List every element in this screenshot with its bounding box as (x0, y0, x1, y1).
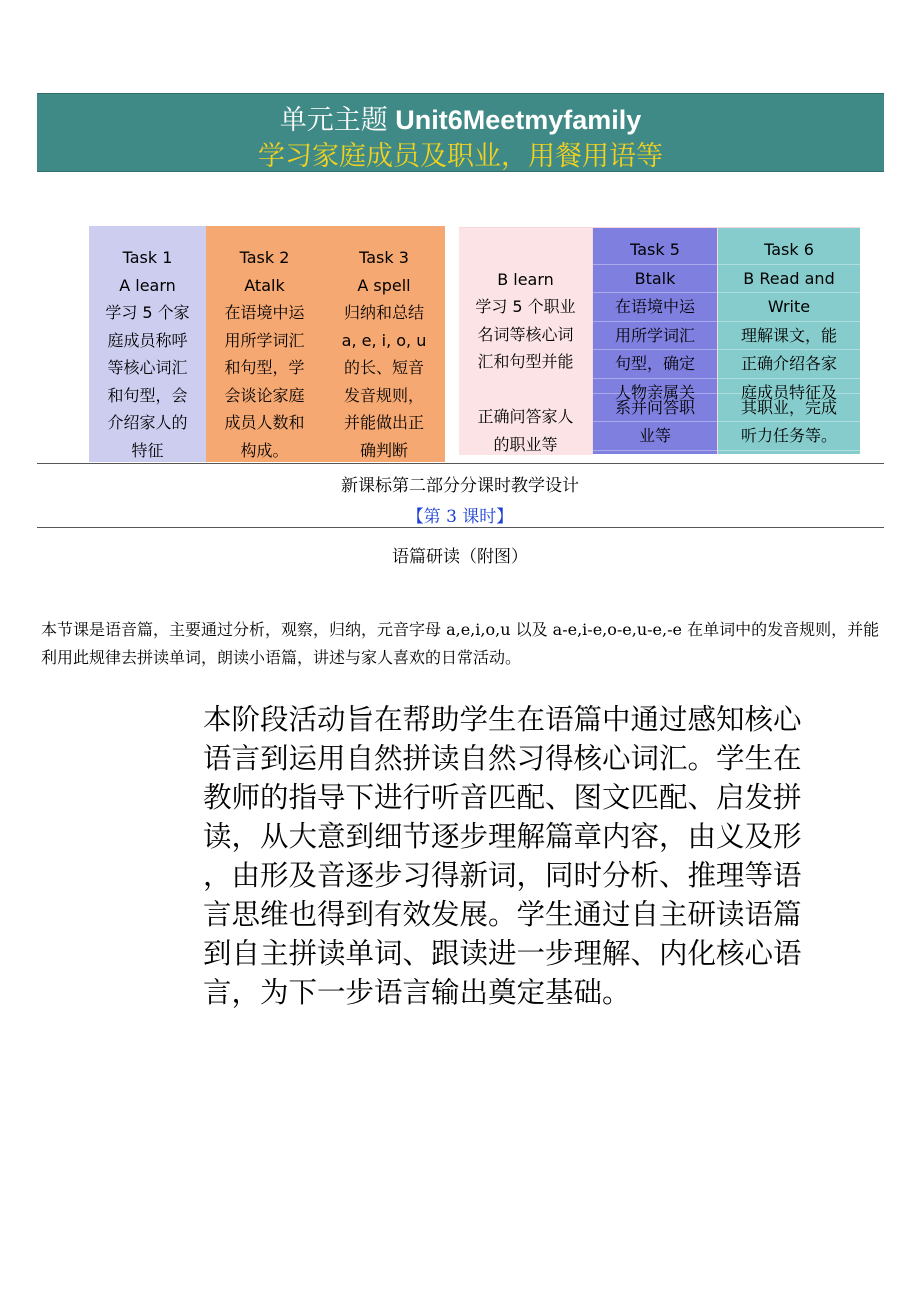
activity-line: 到自主拼读单词、跟读进一步理解、内化核心语 (203, 937, 802, 970)
task-line: Btalk (593, 265, 717, 294)
task-line: Task 6 (718, 236, 860, 265)
task-line: 其职业，完成 (718, 394, 860, 423)
task-line: 业等 (593, 422, 717, 451)
task-line: 确判断 (359, 440, 408, 460)
task-line: B learn (497, 269, 554, 289)
task-line: 归纳和总结 (343, 303, 424, 322)
task-line: 和句型，会 (107, 385, 188, 405)
task-line: Task 2 (239, 248, 290, 267)
section-title: 语篇研读（附图） (392, 547, 528, 567)
task-2-column (206, 226, 323, 462)
task-line: 系并问答职 (593, 394, 717, 423)
task-line: Task 1 (122, 248, 173, 267)
task-3-column (323, 226, 445, 462)
task-line: Task 3 (359, 248, 409, 267)
task-line: A spell (357, 275, 411, 295)
task-5-column (593, 228, 717, 454)
task-line: 特征 (131, 440, 164, 460)
task-1-column (89, 226, 206, 462)
task-line: 庭成员称呼 (107, 330, 188, 350)
activity-line: 教师的指导下进行听音匹配、图文匹配、启发拼 (203, 781, 802, 814)
task-line: 庭成员特征及 (718, 379, 860, 394)
unit-title (37, 98, 884, 137)
task-line: Atalk (244, 275, 285, 295)
unit-subtitle: 学习家庭成员及职业，用餐用语等 (258, 141, 663, 172)
intro-paragraph: 本节课是语音篇，主要通过分析，观察，归纳，元音字母 a,e,i,o,u 以及 a-e,i-e,o-e,u-e,-e 在单词中的发音规则，并能利用此规律去拼读单词，朗读小语篇，讲述与家人喜欢的日常活动。 (41, 620, 880, 667)
task-line: 理解课文，能 (718, 322, 860, 351)
task-line: 的长、短音 (343, 358, 424, 377)
task-line: 的职业等 (493, 434, 558, 454)
task-line (459, 376, 592, 404)
task-line: 发音规则， (343, 385, 424, 405)
task-6-column (718, 228, 860, 454)
unit-title-cn: 单元主题 (279, 105, 388, 135)
task-line: 和句型，学 (224, 358, 305, 377)
activity-line: 本阶段活动旨在帮助学生在语篇中通过感知核心 (203, 703, 802, 736)
task-line: Write (718, 293, 860, 322)
task-line: 会谈论家庭 (224, 385, 305, 405)
task-line: A learn (119, 275, 176, 295)
task-line: 并能做出正 (343, 413, 424, 432)
task-line: 句型，确定 (593, 350, 717, 379)
task-line: 学习 5 个家 (105, 303, 190, 322)
lesson-label: 【第 3 课时】 (406, 507, 514, 527)
task-line: 成员人数和 (224, 413, 305, 432)
task-line (459, 238, 592, 266)
task-line: 汇和句型并能 (477, 352, 574, 371)
task-line: 听力任务等。 (718, 422, 860, 451)
task-line: 在语境中运 (593, 293, 717, 322)
task-line: 介绍家人的 (107, 413, 188, 432)
task-line: 名词等核心词 (477, 324, 574, 344)
task-line: a, e, i, o, u (341, 330, 427, 350)
activity-line: 读，从大意到细节逐步理解篇章内容，由义及形 (203, 820, 802, 853)
task-line: 人物亲属关 (593, 379, 717, 394)
activity-paragraph (203, 700, 863, 1012)
task-line: 学习 5 个职业 (475, 297, 576, 316)
unit-title-en: Unit6Meetmyfamily (395, 105, 642, 135)
doc-heading: 新课标第二部分分课时教学设计 (341, 476, 579, 496)
activity-line: 言思维也得到有效发展。学生通过自主研读语篇 (203, 898, 802, 931)
divider-bottom (37, 527, 884, 528)
activity-line: 言，为下一步语言输出奠定基础。 (203, 976, 631, 1009)
task-line: 正确介绍各家 (718, 350, 860, 379)
unit-banner (37, 93, 884, 172)
activity-line: ，由形及音逐步习得新词，同时分析、推理等语 (203, 859, 802, 892)
task-line: 在语境中运 (224, 303, 305, 322)
task-line: Task 5 (593, 236, 717, 265)
task-line: 正确问答家人 (477, 407, 574, 426)
divider-top (37, 463, 884, 464)
task-line: 用所学词汇 (224, 330, 305, 350)
task-4-column (459, 228, 592, 455)
activity-line: 语言到运用自然拼读自然习得核心词汇。学生在 (203, 742, 802, 775)
task-line: 用所学词汇 (593, 322, 717, 351)
task-line: 等核心词汇 (107, 358, 188, 377)
task-line: 构成。 (240, 440, 289, 460)
task-line: B Read and (718, 265, 860, 294)
